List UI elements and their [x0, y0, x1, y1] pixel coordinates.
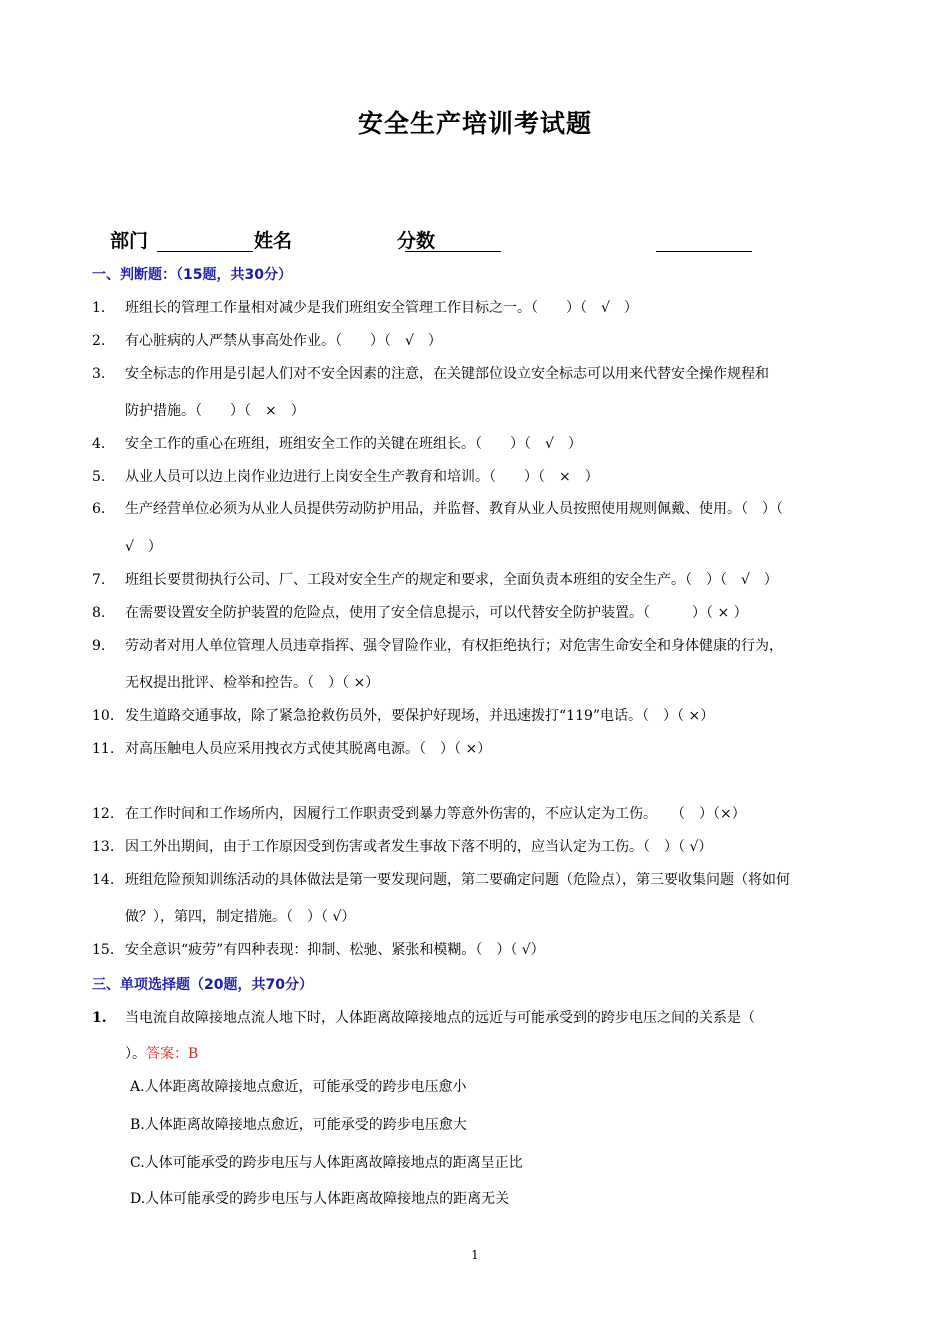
question-number: 1. — [92, 300, 106, 316]
question-text: 有心脏病的人严禁从事高处作业。（ ）（ √ ） — [125, 333, 442, 349]
section-heading-judgement: 一、判断题：（15题，共30分） — [92, 267, 292, 283]
page-title: 安全生产培训考试题 — [357, 109, 592, 138]
section-heading-single-choice: 三、单项选择题（20题，共70分） — [92, 977, 313, 993]
question-number: 15. — [92, 942, 115, 958]
question-number: 12. — [92, 806, 115, 822]
question-number: 3. — [92, 366, 106, 382]
question-text: 对高压触电人员应采用拽衣方式使其脱离电源。（ ）（ ×） — [125, 741, 492, 757]
question-number: 8. — [92, 605, 106, 621]
choice-question-text: 当电流自故障接地点流人地下时，人体距离故障接地点的远近与可能承受到的跨步电压之间的关系是（ — [125, 1010, 755, 1026]
question-number: 11. — [92, 741, 115, 757]
question-text: 安全工作的重心在班组，班组安全工作的关键在班组长。（ ）（ √ ） — [125, 436, 582, 452]
choice-answer: 答案：B — [146, 1046, 199, 1062]
choice-question-number: 1. — [92, 1010, 107, 1026]
dept-label: 部门 — [110, 230, 149, 252]
question-text: 生产经营单位必须为从业人员提供劳动防护用品，并监督、教育从业人员按照使用规则佩戴、使用。（ ）（ — [125, 501, 783, 517]
choice-option-b: B.人体距离故障接地点愈近，可能承受的跨步电压愈大 — [130, 1117, 467, 1133]
choice-option-c: C.人体可能承受的跨步电压与人体距离故障接地点的距离呈正比 — [130, 1155, 523, 1171]
choice-option-d: D.人体可能承受的跨步电压与人体距离故障接地点的距离无关 — [130, 1191, 510, 1207]
question-number: 7. — [92, 572, 106, 588]
question-text: 在需要设置安全防护装置的危险点，使用了安全信息提示，可以代替安全防护装置。（ ）（ × ） — [125, 605, 748, 621]
question-number: 9. — [92, 638, 106, 654]
question-text: 因工外出期间，由于工作原因受到伤害或者发生事故下落不明的，应当认定为工伤。（ ）（ √） — [125, 839, 713, 855]
choice-question-continuation — [125, 1044, 198, 1064]
question-text-continuation: 防护措施。（ ）（ × ） — [125, 403, 305, 419]
question-text-continuation: 无权提出批评、检举和控告。（ ）（ ×） — [125, 675, 380, 691]
question-text: 班组长的管理工作量相对减少是我们班组安全管理工作目标之一。（ ）（ √ ） — [125, 300, 638, 316]
score-label: 分数 — [397, 230, 436, 252]
choice-option-a: A.人体距离故障接地点愈近，可能承受的跨步电压愈小 — [130, 1079, 467, 1095]
question-text: 安全标志的作用是引起人们对不安全因素的注意，在关键部位设立安全标志可以用来代替安全操作规程和 — [125, 366, 769, 382]
question-text-continuation: 做？），第四，制定措施。（ ）（ √） — [125, 909, 356, 925]
question-text: 劳动者对用人单位管理人员违章指挥、强令冒险作业，有权拒绝执行；对危害生命安全和身体健康的行为， — [125, 638, 783, 654]
question-text: 从业人员可以边上岗作业边进行上岗安全生产教育和培训。（ ）（ × ） — [125, 469, 599, 485]
question-text-continuation: √ ） — [125, 539, 162, 555]
question-text: 班组危险预知训练活动的具体做法是第一要发现问题，第二要确定问题（危险点），第三要收集问题（将如何 — [125, 872, 790, 888]
dept-blank — [157, 251, 253, 252]
question-text: 在工作时间和工作场所内，因履行工作职责受到暴力等意外伤害的，不应认定为工伤。 （ ）（×） — [125, 806, 746, 822]
question-text: 安全意识“疲劳”有四种表现：抑制、松驰、紧张和模糊。（ ）（ √） — [125, 942, 545, 958]
page-number: 1 — [471, 1248, 479, 1262]
question-number: 6. — [92, 501, 106, 517]
choice-question-end: ）。 — [125, 1046, 146, 1062]
name-blank — [405, 251, 501, 252]
question-text: 发生道路交通事故，除了紧急抢救伤员外，要保护好现场，并迅速拨打“119”电话。（ ）（ ×） — [125, 708, 715, 724]
question-number: 14. — [92, 872, 115, 888]
question-number: 13. — [92, 839, 115, 855]
question-number: 4. — [92, 436, 106, 452]
question-number: 5. — [92, 469, 106, 485]
question-number: 2. — [92, 333, 106, 349]
question-number: 10. — [92, 708, 115, 724]
question-text: 班组长要贯彻执行公司、厂、工段对安全生产的规定和要求，全面负责本班组的安全生产。（ ）（ √ ） — [125, 572, 778, 588]
score-blank — [656, 251, 752, 252]
name-label: 姓名 — [254, 230, 293, 252]
